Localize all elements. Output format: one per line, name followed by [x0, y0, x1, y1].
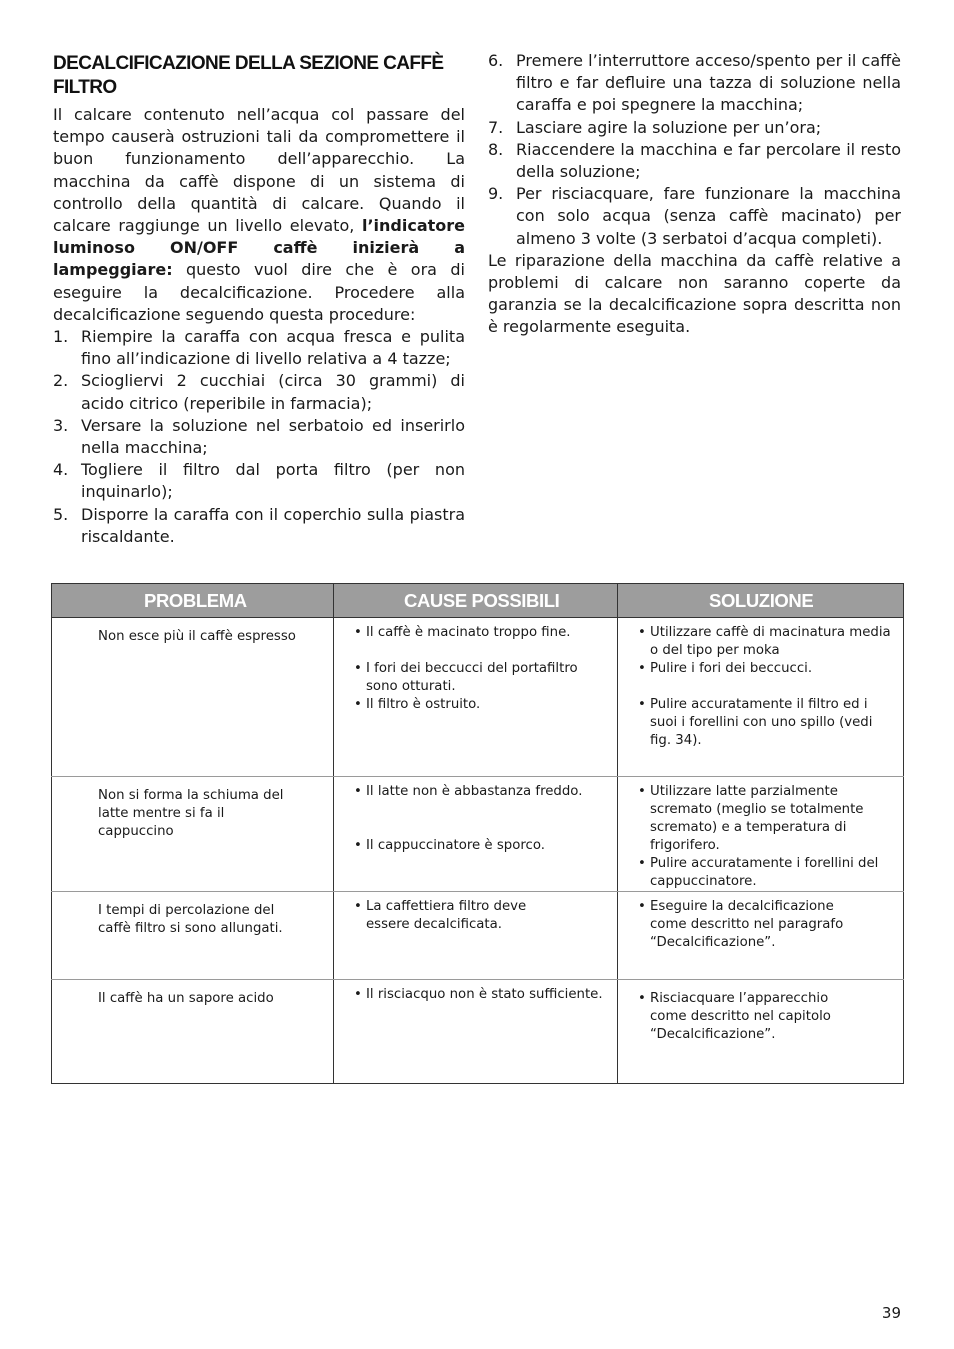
- step-text: Disporre la caraffa con il coperchio sulla piastra riscaldante.: [81, 504, 465, 546]
- cause-item: • Il risciacquo non è stato sufficiente.: [354, 986, 605, 1004]
- solution-item: • Utilizzare latte parzialmente scremato (meglio se totalmente scremato) e a temperatura di frigorifero.: [638, 783, 895, 855]
- step-number: 5.: [53, 504, 69, 524]
- step-number: 8.: [488, 139, 504, 159]
- causes-list: [334, 980, 617, 1004]
- solution-item: • Utilizzare caffè di macinatura media o del tipo per moka: [638, 624, 895, 660]
- intro-bold-text: l’indicatore luminoso ON/OFF caffè inizierà a lampeggiare:: [53, 216, 465, 280]
- step-number: 7.: [488, 117, 504, 137]
- step-item: [488, 117, 901, 139]
- problem-text: I tempi di percolazione del caffè filtro si sono allungati.: [98, 903, 283, 936]
- step-item: [53, 370, 465, 414]
- problem-cell: [52, 980, 334, 1084]
- step-text: Togliere il filtro dal porta filtro (per non inquinarlo);: [81, 460, 465, 502]
- causes-list: [334, 618, 617, 714]
- solutions-cell: [618, 892, 904, 980]
- steps-list-left: [53, 326, 465, 548]
- header-solution: SOLUZIONE: [618, 584, 904, 618]
- solutions-cell: [618, 980, 904, 1084]
- step-item: [488, 183, 901, 250]
- causes-cell: [334, 777, 618, 892]
- step-text: Premere l’interruttore acceso/spento per il caffè filtro e far defluire una tazza di soluzione nella caraffa e poi spegnere la macchina;: [516, 51, 901, 115]
- step-text: Versare la soluzione nel serbatoio ed inserirlo nella macchina;: [81, 415, 465, 458]
- step-item: [488, 139, 901, 183]
- step-item: [53, 326, 465, 370]
- problem-cell: [52, 618, 334, 777]
- solution-item: • Eseguire la decalcificazione come descritto nel paragrafo “Decalcificazione”.: [638, 898, 873, 952]
- solutions-list: [618, 892, 903, 952]
- cause-item: • Il cappuccinatore è sporco.: [354, 837, 605, 855]
- solution-item: • Pulire accuratamente i forellini del cappuccinatore.: [638, 855, 895, 891]
- step-item: [53, 415, 465, 459]
- solutions-cell: [618, 777, 904, 892]
- problem-text: Il caffè ha un sapore acido: [98, 991, 274, 1006]
- troubleshooting-table: [51, 583, 904, 1084]
- cause-item: • Il caffè è macinato troppo fine.: [354, 624, 605, 642]
- step-item: [53, 504, 465, 548]
- table-row: [52, 777, 904, 892]
- step-number: 3.: [53, 415, 69, 435]
- table-row: [52, 980, 904, 1084]
- solutions-cell: [618, 618, 904, 777]
- step-text: Per risciacquare, fare funzionare la macchina con solo acqua (senza caffè macinato) per almeno 3 volte (3 serbatoi d’acqua completi).: [516, 184, 901, 248]
- solution-item: • Risciacquare l’apparecchio come descritto nel capitolo “Decalcificazione”.: [638, 990, 863, 1044]
- header-causes: CAUSE POSSIBILI: [334, 584, 618, 618]
- step-item: [53, 459, 465, 503]
- cause-item: • La caffettiera filtro deve essere decalcificata.: [354, 898, 567, 934]
- step-number: 4.: [53, 460, 69, 480]
- step-text: Riempire la caraffa con acqua fresca e pulita fino all’indicazione di livello relativa a 4 tazze;: [81, 327, 465, 369]
- intro-text-1: Il calcare contenuto nell’acqua col passare del tempo causerà ostruzioni tali da compromettere il buon funzionamento dell’apparecchio. La macchina da caffè dispone di un sistema di controllo della quantità di calcare. Quando il calcare raggiunge un livello elevato,: [53, 105, 465, 236]
- section-title: DECALCIFICAZIONE DELLA SEZIONE CAFFÈ FILTRO: [53, 53, 444, 98]
- step-text: Riaccendere la macchina e far percolare il resto della soluzione;: [516, 139, 901, 182]
- problem-cell: [52, 892, 334, 980]
- table-header-row: [52, 584, 904, 618]
- step-text: Sciogliervi 2 cucchiai (circa 30 grammi) di acido citrico (reperibile in farmacia);: [81, 371, 465, 413]
- causes-cell: [334, 980, 618, 1084]
- step-text: Lasciare agire la soluzione per un’ora;: [516, 117, 822, 137]
- step-item: [488, 50, 901, 117]
- step-number: 6.: [488, 51, 504, 70]
- cause-item: • Il filtro è ostruito.: [354, 696, 605, 714]
- solution-item: • Pulire accuratamente il filtro ed i suoi i forellini con uno spillo (vedi fig. 34).: [638, 696, 895, 750]
- step-number: 1.: [53, 327, 69, 347]
- step-number: 2.: [53, 371, 69, 391]
- problem-text: Non si forma la schiuma del latte mentre si fa il cappuccino: [98, 788, 284, 839]
- left-column: [53, 50, 465, 548]
- solutions-list: [618, 777, 903, 891]
- intro-text-2: questo vuol dire che è ora di eseguire la decalcificazione. Procedere alla decalcificazione seguendo questa procedure:: [53, 260, 465, 324]
- solutions-list: [618, 980, 903, 1044]
- solutions-list: [618, 618, 903, 750]
- cause-item: • I fori dei beccucci del portafiltro sono otturati.: [354, 660, 605, 696]
- cause-item: • Il latte non è abbastanza freddo.: [354, 783, 605, 801]
- causes-list: [334, 777, 617, 855]
- steps-list-right: [488, 50, 901, 250]
- right-column: [488, 50, 901, 339]
- step-number: 9.: [488, 184, 504, 204]
- warranty-note: Le riparazione della macchina da caffè relative a problemi di calcare non saranno coperte da garanzia se la decalcificazione sopra descritta non è regolarmente eseguita.: [488, 250, 901, 337]
- causes-cell: [334, 618, 618, 777]
- problem-text: Non esce più il caffè espresso: [98, 629, 296, 644]
- header-problem: PROBLEMA: [52, 584, 334, 618]
- causes-cell: [334, 892, 618, 980]
- page-number: 39: [881, 1304, 901, 1322]
- problem-cell: [52, 777, 334, 892]
- causes-list: [334, 892, 617, 934]
- table-row: [52, 618, 904, 777]
- intro-paragraph: [53, 104, 465, 326]
- solution-item: • Pulire i fori dei beccucci.: [638, 660, 895, 678]
- table-row: [52, 892, 904, 980]
